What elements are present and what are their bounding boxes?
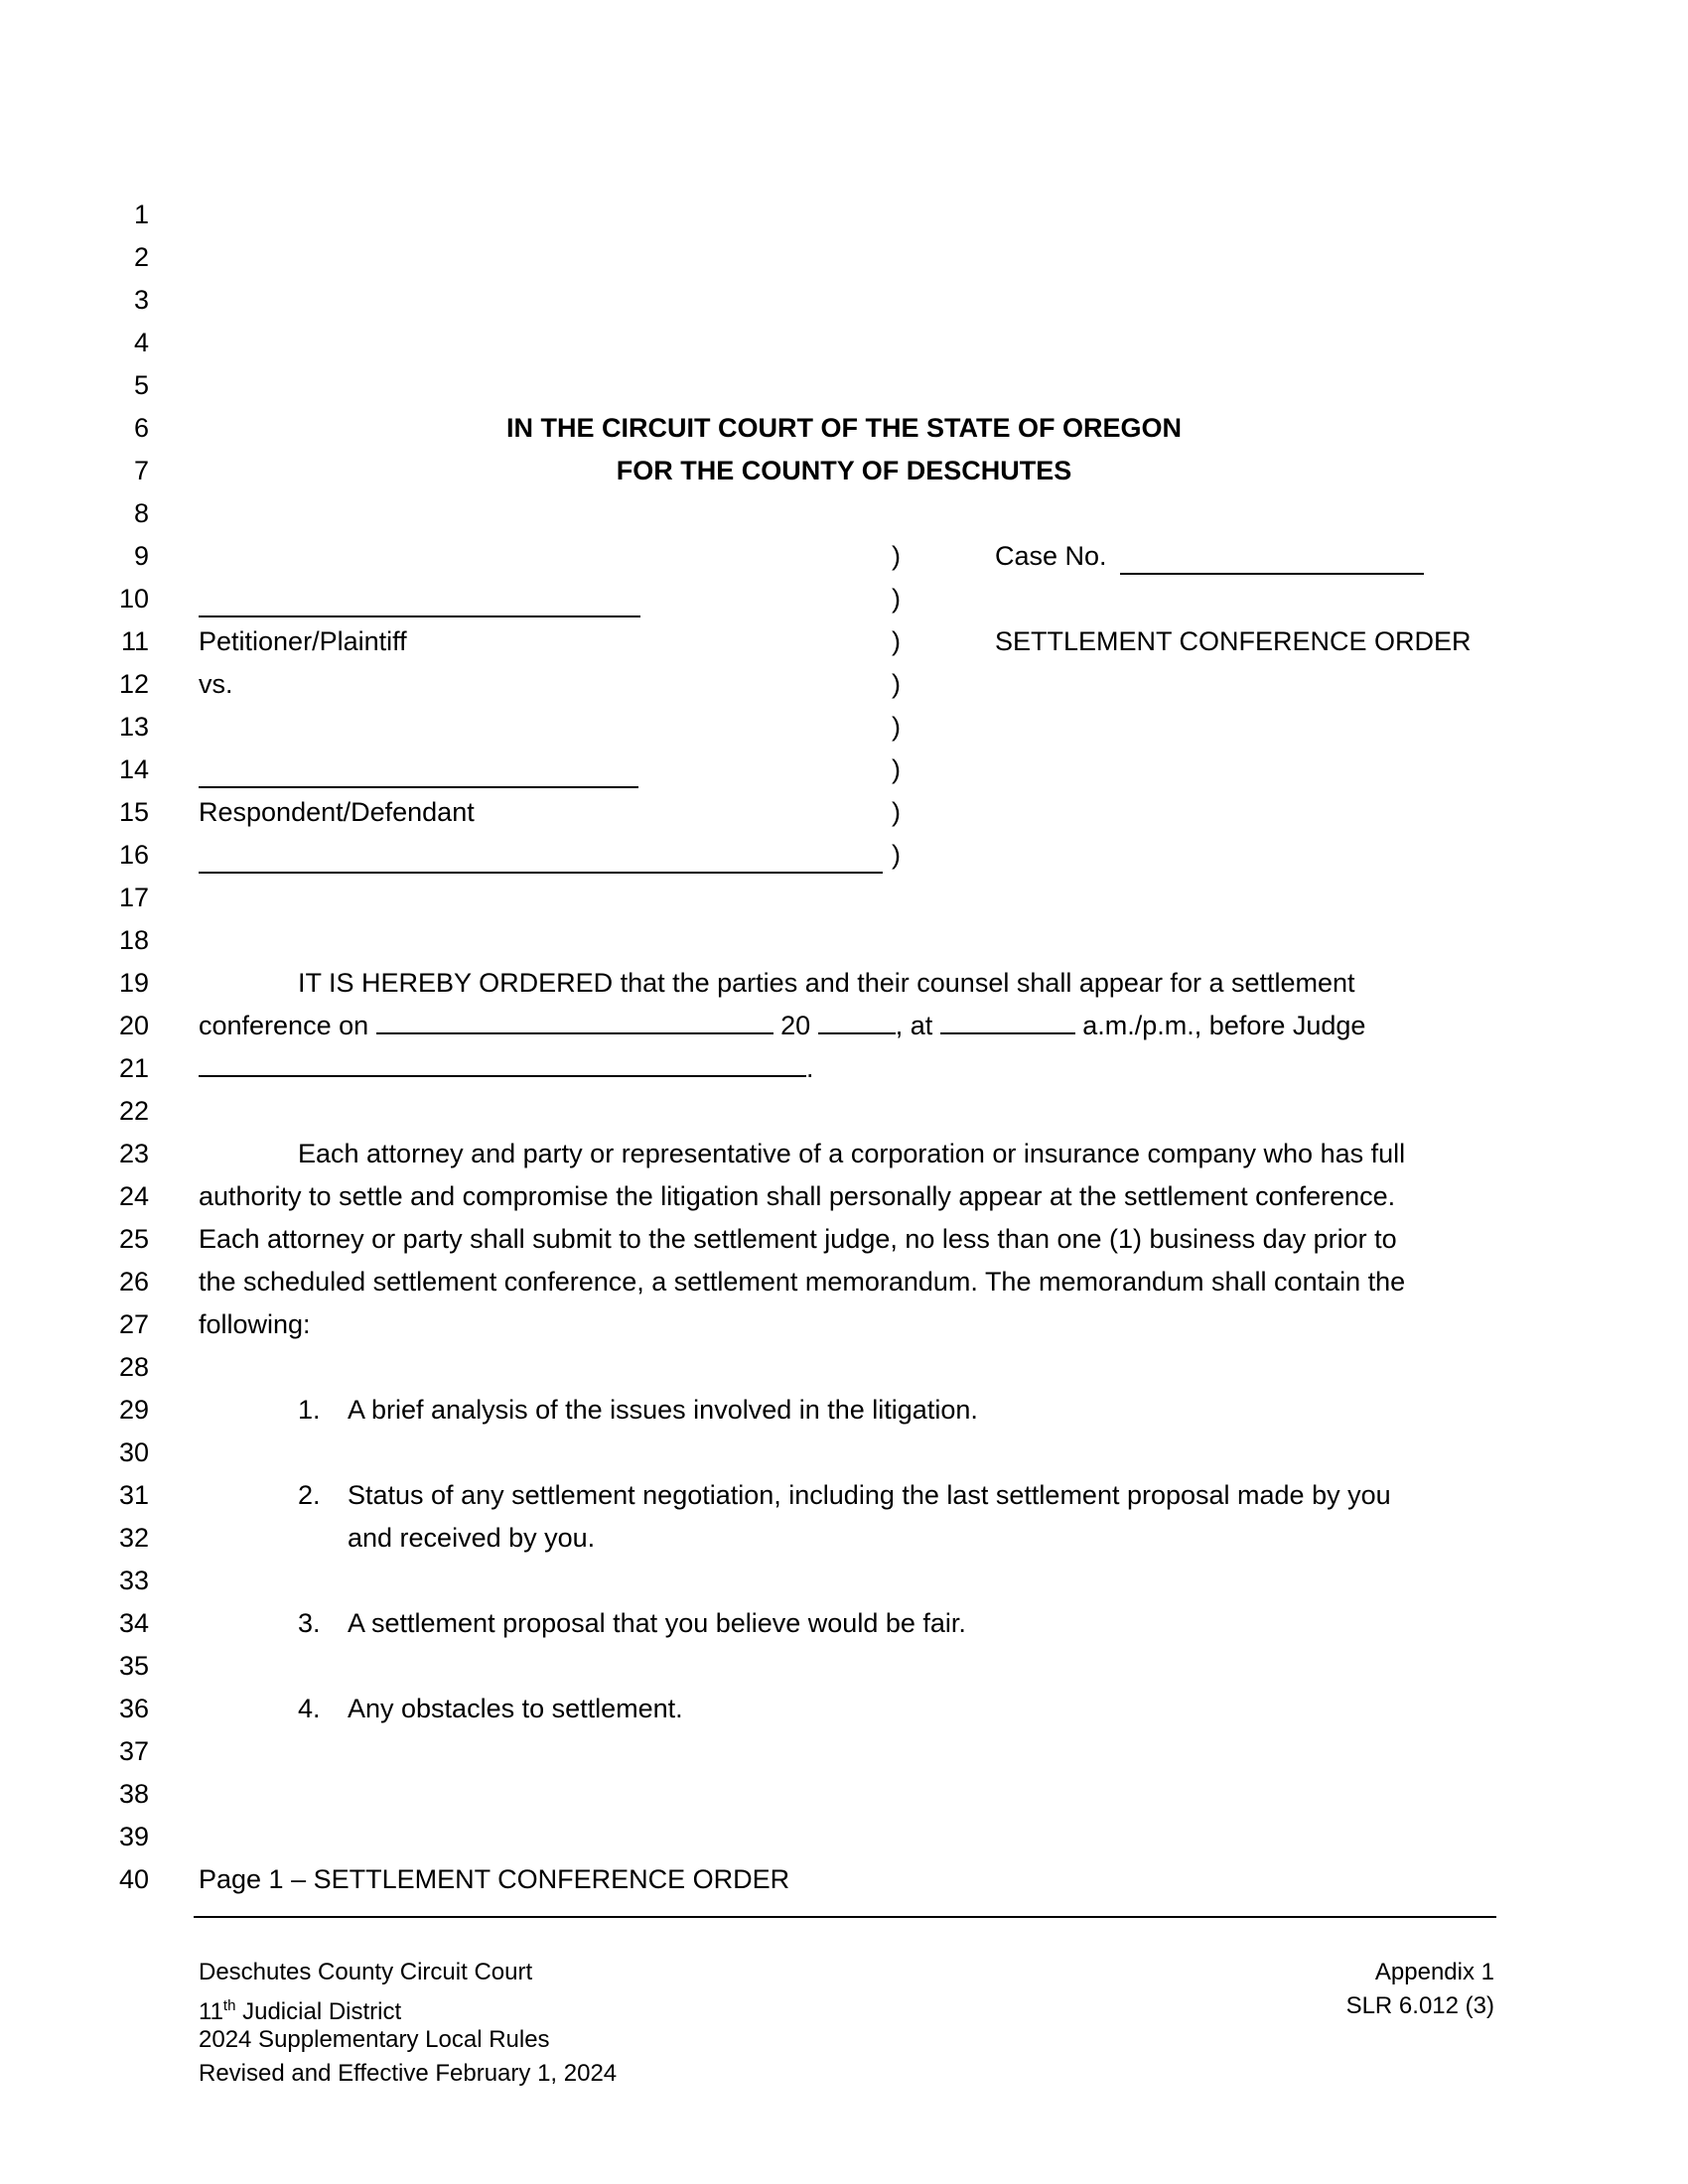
document-title: SETTLEMENT CONFERENCE ORDER xyxy=(995,626,1472,656)
line-number: 34 xyxy=(118,1608,149,1638)
list-item-number: 3. xyxy=(298,1608,321,1638)
line-number: 11 xyxy=(120,626,149,656)
court-heading-line1: IN THE CIRCUIT COURT OF THE STATE OF OREGON xyxy=(506,413,1182,443)
order-paragraph2-line4: the scheduled settlement conference, a settlement memorandum. The memorandum shall contain the xyxy=(199,1267,1406,1297)
list-item-number: 4. xyxy=(298,1694,321,1723)
sentence-end: . xyxy=(806,1053,814,1083)
caption-parenthesis: ) xyxy=(892,840,901,870)
line-number: 3 xyxy=(133,285,149,315)
line-number: 1 xyxy=(133,200,149,229)
caption-parenthesis: ) xyxy=(892,669,901,699)
respondent-label: Respondent/Defendant xyxy=(199,797,475,827)
line-number: 26 xyxy=(118,1267,149,1297)
at-text: , at xyxy=(895,1011,933,1040)
case-number-field[interactable] xyxy=(1120,573,1424,575)
judge-name-field[interactable] xyxy=(199,1053,806,1077)
footer-district-suffix: th xyxy=(222,1997,236,2014)
line-number: 33 xyxy=(118,1566,149,1595)
order-paragraph1-line3 xyxy=(199,1053,814,1083)
ampm-before-judge-text: a.m./p.m., before Judge xyxy=(1082,1011,1366,1040)
petitioner-name-field[interactable] xyxy=(199,615,640,617)
line-number: 25 xyxy=(118,1224,149,1254)
line-number: 32 xyxy=(118,1523,149,1553)
line-number: 6 xyxy=(133,413,149,443)
conference-year-field[interactable] xyxy=(818,1011,896,1034)
line-number: 24 xyxy=(118,1181,149,1211)
line-number: 2 xyxy=(133,242,149,272)
footer-divider xyxy=(194,1916,1496,1918)
order-paragraph1-line2 xyxy=(199,1011,1365,1040)
line-number: 4 xyxy=(133,328,149,357)
line-number: 18 xyxy=(118,925,149,955)
line-number: 35 xyxy=(118,1651,149,1681)
line-number: 29 xyxy=(118,1395,149,1425)
list-item-continuation: and received by you. xyxy=(348,1523,596,1553)
caption-parenthesis: ) xyxy=(892,712,901,742)
order-paragraph2-line3: Each attorney or party shall submit to the settlement judge, no less than one (1) business day prior to xyxy=(199,1224,1397,1254)
line-number: 22 xyxy=(118,1096,149,1126)
caption-parenthesis: ) xyxy=(892,584,901,614)
line-number: 36 xyxy=(118,1694,149,1723)
caption-bottom-rule xyxy=(199,872,883,874)
footer-rules-title: 2024 Supplementary Local Rules xyxy=(199,2026,550,2053)
order-paragraph1-line1: IT IS HEREBY ORDERED that the parties and their counsel shall appear for a settlement xyxy=(298,968,1355,998)
list-item-number: 1. xyxy=(298,1395,321,1425)
footer-district-number: 11 xyxy=(199,1998,223,2025)
petitioner-label: Petitioner/Plaintiff xyxy=(199,626,407,656)
line-number: 13 xyxy=(118,712,149,742)
line-number: 10 xyxy=(118,584,149,614)
line-number: 20 xyxy=(118,1011,149,1040)
line-number: 15 xyxy=(118,797,149,827)
case-number-label: Case No. xyxy=(995,541,1107,571)
line-number: 9 xyxy=(133,541,149,571)
line-number: 5 xyxy=(133,370,149,400)
list-item-number: 2. xyxy=(298,1480,321,1510)
caption-parenthesis: ) xyxy=(892,754,901,784)
list-item: Status of any settlement negotiation, including the last settlement proposal made by you xyxy=(348,1480,1391,1510)
footer-appendix: Appendix 1 xyxy=(1374,1959,1494,1985)
footer-district-text: Judicial District xyxy=(235,1998,402,2025)
line-number: 17 xyxy=(118,883,149,912)
footer-effective-date: Revised and Effective February 1, 2024 xyxy=(199,2060,618,2087)
footer-rule-number: SLR 6.012 (3) xyxy=(1345,1992,1494,2019)
list-item: Any obstacles to settlement. xyxy=(348,1694,683,1723)
line-number: 39 xyxy=(118,1822,149,1851)
caption-parenthesis: ) xyxy=(892,626,901,656)
respondent-name-field[interactable] xyxy=(199,786,638,788)
order-paragraph2-line1: Each attorney and party or representative of a corporation or insurance company who has full xyxy=(298,1139,1406,1168)
line-number: 7 xyxy=(133,456,149,485)
footer-court-name: Deschutes County Circuit Court xyxy=(199,1959,533,1985)
conference-date-field[interactable] xyxy=(376,1011,774,1034)
line-number: 14 xyxy=(118,754,149,784)
line-number: 23 xyxy=(118,1139,149,1168)
vs-label: vs. xyxy=(199,669,233,699)
page-label: Page 1 – SETTLEMENT CONFERENCE ORDER xyxy=(199,1864,790,1894)
line-number: 38 xyxy=(118,1779,149,1809)
court-heading-line2: FOR THE COUNTY OF DESCHUTES xyxy=(616,456,1072,485)
line-number: 16 xyxy=(118,840,149,870)
line-number: 40 xyxy=(118,1864,149,1894)
line-number: 21 xyxy=(118,1053,149,1083)
line-number: 28 xyxy=(118,1352,149,1382)
line-number: 8 xyxy=(133,498,149,528)
order-paragraph2-line2: authority to settle and compromise the litigation shall personally appear at the settlement conference. xyxy=(199,1181,1396,1211)
line-number: 30 xyxy=(118,1437,149,1467)
conference-on-text: conference on xyxy=(199,1011,369,1040)
line-number: 19 xyxy=(118,968,149,998)
year-prefix: 20 xyxy=(780,1011,811,1040)
line-number: 27 xyxy=(118,1309,149,1339)
list-item: A settlement proposal that you believe would be fair. xyxy=(348,1608,966,1638)
list-item: A brief analysis of the issues involved in the litigation. xyxy=(348,1395,978,1425)
line-number: 31 xyxy=(118,1480,149,1510)
order-paragraph2-line5: following: xyxy=(199,1309,311,1339)
line-number: 37 xyxy=(118,1736,149,1766)
caption-parenthesis: ) xyxy=(892,797,901,827)
caption-parenthesis: ) xyxy=(892,541,901,571)
line-number: 12 xyxy=(118,669,149,699)
conference-time-field[interactable] xyxy=(940,1011,1075,1034)
